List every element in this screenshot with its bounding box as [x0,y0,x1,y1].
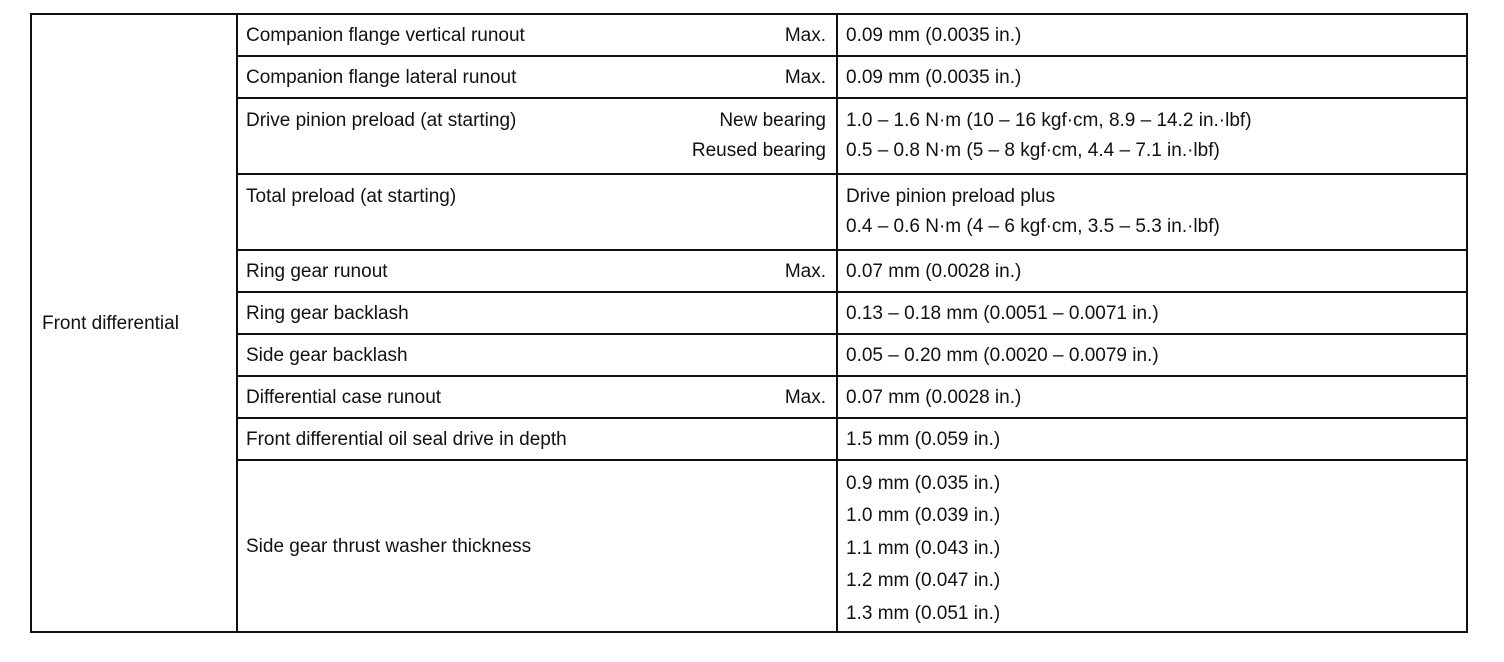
condition-label: Reused bearing [691,139,826,161]
value-text: 1.1 mm (0.043 in.) [846,537,1001,559]
item-cell [237,98,837,174]
item-label: Side gear backlash [246,344,408,366]
item-cell [237,250,837,292]
table-row [31,334,1467,376]
item-cell [237,14,837,56]
value-cell [837,56,1467,98]
value-cell [837,98,1467,174]
condition-label: Max. [784,24,826,46]
item-label: Companion flange vertical runout [246,24,525,46]
group-label: Front differential [42,312,179,334]
table-row [31,418,1467,460]
value-cell [837,376,1467,418]
item-cell [237,292,837,334]
condition-label: Max. [784,66,826,88]
item-cell [237,56,837,98]
item-cell [237,334,837,376]
item-cell [237,460,837,632]
value-text: 0.5 – 0.8 N·m (5 – 8 kgf·cm, 4.4 – 7.1 in.·lbf) [846,139,1220,161]
item-label: Drive pinion preload (at starting) [246,109,517,131]
value-text: 1.5 mm (0.059 in.) [846,428,1001,450]
item-label: Front differential oil seal drive in depth [246,428,567,450]
table-row [31,174,1467,250]
item-label: Total preload (at starting) [246,185,457,207]
value-text: 1.0 – 1.6 N·m (10 – 16 kgf·cm, 8.9 – 14.2 in.·lbf) [846,109,1252,131]
value-cell [837,334,1467,376]
table-row [31,376,1467,418]
item-cell [237,418,837,460]
value-text: 1.3 mm (0.051 in.) [846,602,1001,624]
item-cell [237,174,837,250]
item-label: Ring gear runout [246,260,388,282]
condition-label: Max. [784,386,826,408]
value-text: 0.07 mm (0.0028 in.) [846,260,1022,282]
item-label: Side gear thrust washer thickness [246,535,532,557]
value-cell [837,174,1467,250]
table-row [31,98,1467,174]
table-row [31,14,1467,56]
item-label: Ring gear backlash [246,302,409,324]
value-cell [837,250,1467,292]
value-text: 0.13 – 0.18 mm (0.0051 – 0.0071 in.) [846,302,1159,324]
value-cell [837,14,1467,56]
value-cell [837,460,1467,632]
item-label: Differential case runout [246,386,442,408]
condition-label: Max. [784,260,826,282]
table-row [31,56,1467,98]
value-text: 0.09 mm (0.0035 in.) [846,66,1022,88]
item-label: Companion flange lateral runout [246,66,517,88]
value-cell [837,292,1467,334]
value-text: 1.2 mm (0.047 in.) [846,570,1001,592]
value-cell [837,418,1467,460]
group-cell [31,14,237,632]
value-text: 0.05 – 0.20 mm (0.0020 – 0.0079 in.) [846,344,1159,366]
value-text: 0.07 mm (0.0028 in.) [846,386,1022,408]
value-text: 0.09 mm (0.0035 in.) [846,24,1022,46]
table-row [31,460,1467,632]
value-text: 0.4 – 0.6 N·m (4 – 6 kgf·cm, 3.5 – 5.3 in.·lbf) [846,215,1220,237]
item-cell [237,376,837,418]
value-text: 0.9 mm (0.035 in.) [846,472,1001,494]
spec-table [30,13,1468,633]
value-text: Drive pinion preload plus [846,185,1056,207]
condition-label: New bearing [719,109,826,131]
table-row [31,292,1467,334]
value-text: 1.0 mm (0.039 in.) [846,505,1001,527]
table-row [31,250,1467,292]
